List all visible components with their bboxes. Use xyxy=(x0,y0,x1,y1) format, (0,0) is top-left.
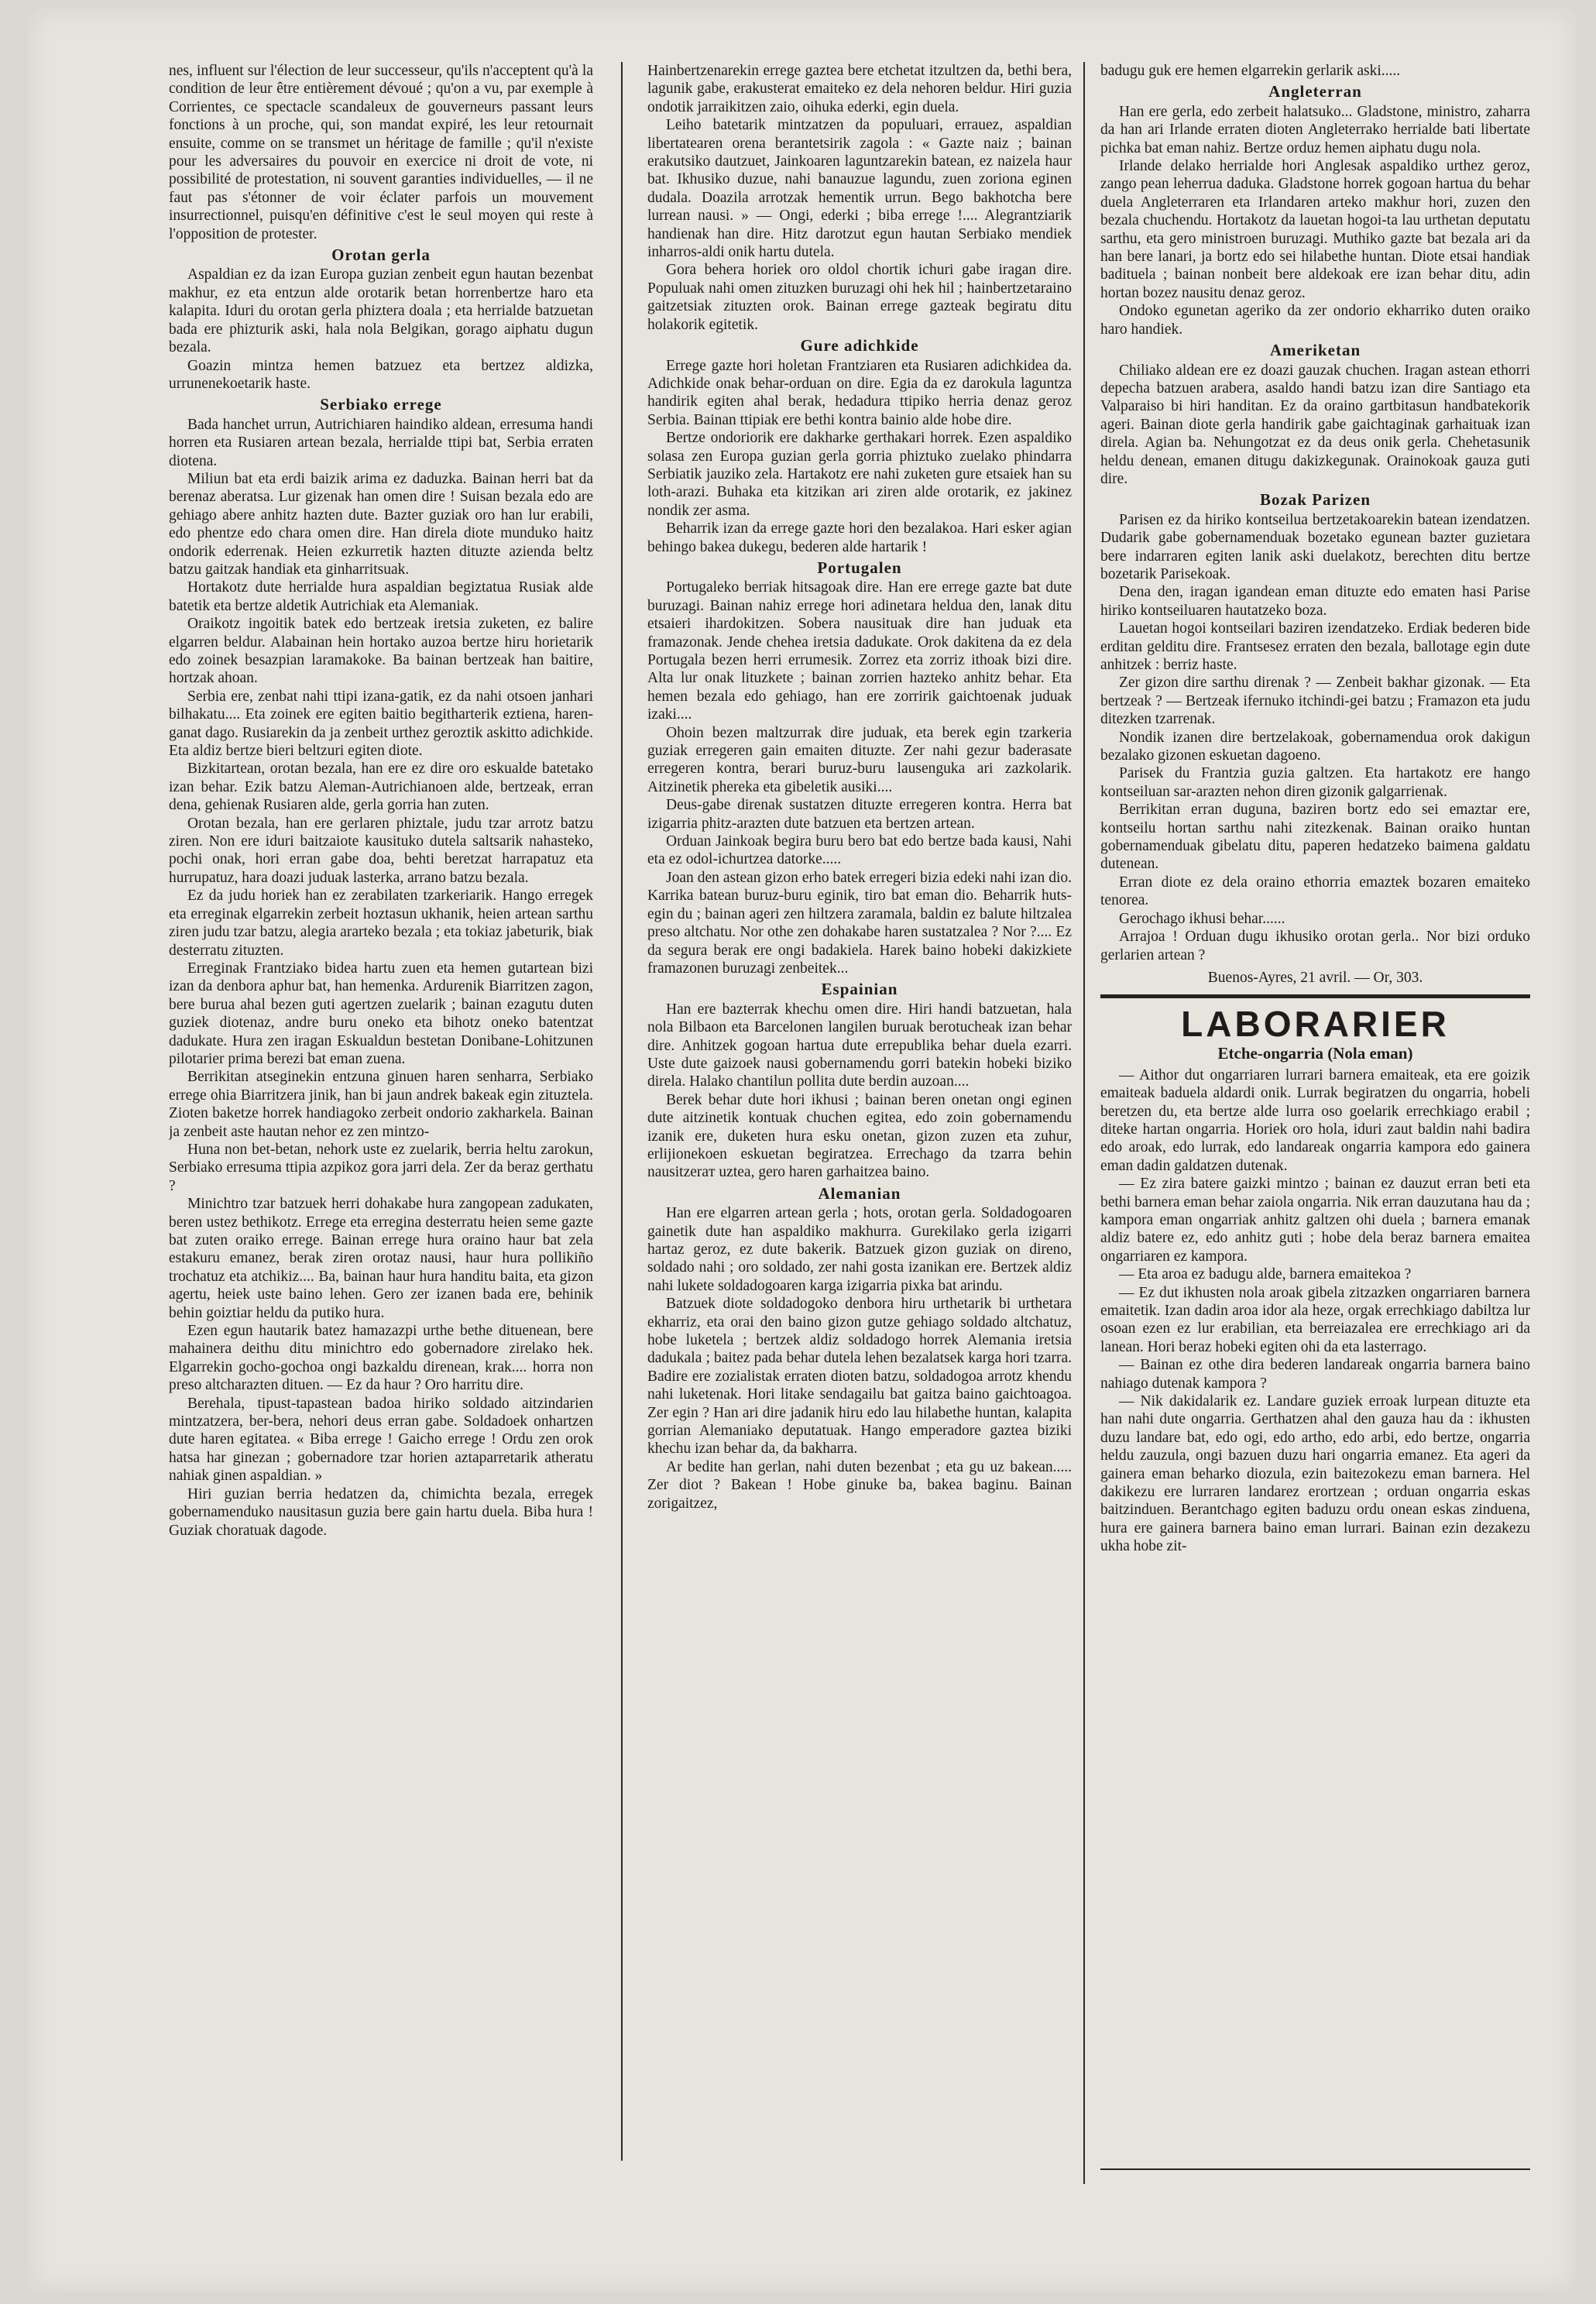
section-heading: Serbiako erregе xyxy=(320,395,442,414)
section-rule xyxy=(1100,994,1530,998)
paragraph: Nondik izanen dire bertzelakoak, gobernamendua orok dakigun bezalako gizonen eskuetan dagoeno. xyxy=(1100,729,1530,764)
section-heading: Bozak Parizen xyxy=(1259,490,1371,510)
paragraph: Chiliako aldean ere ez doazi gauzak chuchen. Iragan astean ethorri depecha batzuen arabera, asaldo handi batzu izan dire Santiago eta Valparaiso bi hiri handitan. Ez da oraino gartbitasun handbatekorik ageri. Bainan diote gerla handirik gabe gaichtaginak garhaituak izan direla. Agian ba. Nehungotzat ez da deus onik gerla. Chehetasunik heldu denean, emanen ditugu dakizkegunak. Orainokoak gauza guti dire. xyxy=(1100,362,1530,487)
paragraph: Aspaldian ez da izan Europa guzian zenbeit egun hautan bezenbat makhur, ez eta entzun alde orotarik betan horrenbertze haro eta kalapita. Iduri du orotan gerla phiztera doala ; eta herrialde batzuetan bada ere phizturik aski, hala nola Belgikan, gorago aiphatu dugun bezala. xyxy=(169,266,593,356)
column-2 xyxy=(647,62,1072,2184)
paragraph: Berek behar dute hori ikhusi ; bainan beren onetan ongi eginen dute aitzinetik kontuak chuchen egitea, edo zoin gobernamendu izanik ere, duketen hura esku onetan, gizon zuzen eta zuhur, erlijionekoen eskuetan begiratzea. Errechago da tzarra behin nausitzeraт uztea, gero haren garhaitzea baino. xyxy=(647,1091,1072,1181)
paragraph: Erreginak Frantziako bidea hartu zuen eta hemen gutartean bizi izan da denbora aphur bat, han hemenka. Ardurenik Biarritzen zagon, bere burua ahal bezen guti agertzen zuelarik ; bainan ezagutu duten guziek diotenaz, andre buru oneko eta bihotz oneko batentzat dadukate. Hura zen iragan Eskualdun bestetan Donibane-Lohitzunen pilotarier prima berezi bat eman zuena. xyxy=(169,960,593,1067)
paragraph: Batzuek diote soldadogoko denbora hiru urthetarik bi urthetara ekharriz, eta orai den baino gizon gutze gehiago soldado altchatuz, hobe luketela ; bertzek aldiz soldadogo horrek Alemania iretsia dadukala ; baitez pada behar dutela lehen bezalatsek karga hori tzarra. Badire ere zozialistak erraten dioten batzu, soldadogoa arrotz khendu nahi luketenak. Hori litake sendagailu bat gaitza baino gaichtoagoa. Zer egin ? Han ari dire jadanik hiru edo lau hilabethe huntan, kalapita gorrian Alemaniako deputatuak. Hango emperadore gaztea biziki khechu izan behar da, da bakharra. xyxy=(647,1296,1072,1458)
paragraph: Bada hanchet urrun, Autrichiaren haindiko aldean, erresuma handi horren eta Rusiaren artean bezala, herrialde ttipi bat, Serbia erraten diotena. xyxy=(169,416,593,469)
paragraph: Han ere bazterrak khechu omen dire. Hiri handi batzuetan, hala nola Bilbaon eta Barcelonen langilen buruak berotucheak izan behar dire. Anhitzek gogoan hartua dute errepublika behar duela ezarri. Uste dute gaizoek nausi gobernamendu gorri batekin hobeki biziko direla. Halako chantilun pollita dute berdin auzoan.... xyxy=(647,1001,1072,1090)
paragraph: Huna non bet-betan, nehork uste ez zuelarik, berria heltu zarokun, Serbiako erresuma ttipia azpikoz gora jarri dela. Zer da beraz gerthatu ? xyxy=(169,1141,593,1194)
paragraph: Errege gazte hori holetan Frantziaren eta Rusiaren adichkidea da. Adichkide onak behar-orduan on dire. Egia da ez darokula laguntza handirik egiten ahal berak, hedadura ttipiko herria denaz geroz Serbia. Bainan ttipiak ere bethi kontra bainio alde hobe dire. xyxy=(647,357,1072,428)
section-heading: Ameriketan xyxy=(1269,341,1361,360)
paragraph: Han ere elgarren artean gerla ; hots, orotan gerla. Soldadogoaren gainetik dute han aspaldiko makhurra. Gurekilako gerla izigarri hartaz geroz, ez dute bakerik. Batzuek gizon guziak on direno, soldado nahi ; oro soldado, zer nahi gosta izanikan ere. Bertzek aldiz nahi lukete soldadogoaren karga izigarria pixka bat arindu. xyxy=(647,1205,1072,1294)
paragraph: — Aithor dut ongarriaren lurrari barnera emaiteak, eta ere goizik emaiteak baduela aldardi onik. Lurrak begiratzen du ongarria, hobeli beretzen du, eta bertze alde lurra oso goelarik errechkiago erabil ; diteke hartan ongarria. Horiek oro hola, iduri zaut baldin nahi badira edo aroak, edo lurrak, edo landareak ongarria kampora edo gainera eman dadin galdatzen dutenak. xyxy=(1100,1066,1530,1174)
paragraph: Han ere gerla, edo zerbeit halatsuko... Gladstone, ministro, zaharra da han ari Irlande erraten dioten Angleterrako herrialde bati libertate pichka bat eman nahiz. Bertze orduz hemen aiphatu dugu nola. xyxy=(1100,103,1530,156)
column-divider xyxy=(1083,62,1085,2184)
paragraph: Serbia ere, zenbat nahi ttipi izana-gatik, ez da nahi otsoen janhari bilhakatu.... Eta zoinek ere egiten baitio begitharterik eztiena, haren-ganat dago. Rusiarekin da ja zenbeit urthez geroztik askitto adichkide. Eta aldiz bertze bieri beltzuri egiten diote. xyxy=(169,688,593,760)
section-heading: Gure adichkide xyxy=(800,336,919,355)
paragraph: Lauetan hogoi kontseilari baziren izendatzeko. Erdiak bederen bide erditan gelditu dire. Frantsesez erraten den bezala, ballotage egin dute anhitzek : berriz haste. xyxy=(1100,620,1530,673)
paragraph: Leiho batetarik mintzatzen da populuari, errauez, aspaldian libertatearen orena berantetsirik zagola : « Gazte naiz ; bainan erakutsiko dautzuet, Jainkoaren laguntzarekin batean, ez naizela haur bat. Ikhusiko duzue, nahi banauzue lagundu, zuen zoriona eginen dudala. Doazila arrotzak hementik urrun. Bego bakhotcha bere lurrean nausi. » — Ongi, ederki ; biba errege !.... Alegrantziarik handienak han dire. Hitz darotzut egun hautan Serbiako mendiek inharros-aldi onik hartu dutela. xyxy=(647,117,1072,261)
paragraph: Orotan bezala, han ere gerlaren phiztale, judu tzar arrotz batzu ziren. Non ere iduri baitzaiote kausituko dutela saltsarik nahasteko, pochi onak, hori erran gabe doa, behti beretzat harrapatuz eta hurrupatuz, hara doazi juduak lasterka, arrano batzu bezala. xyxy=(169,815,593,886)
paragraph: Gora behera horiek oro oldol chortik ichuri gabe iragan dire. Populuak nahi omen zituzken buruzagi ohi hek hil ; hainbertzetaraino gaitzetsiak zituzten orok. Bainan errege gazteak begiratu ditu holakorik egitetik. xyxy=(647,262,1072,333)
paragraph: Bertze ondoriorik ere dakharke gerthakari horrek. Ezen aspaldiko solasa zen Europa guzian gerla gorria phiztuko zuelako phindarra Serbiatik jauziko zela. Hartakotz ere nahi zuketen gure etsaiek han su loth-arazi. Buhaka eta kitzikan ari ziren alde orotarik, ez jakinez nondik zer asma. xyxy=(647,430,1072,519)
paragraph: Zer gizon dire sarthu direnak ? — Zenbeit bakhar gizonak. — Eta bertzeak ? — Bertzeak ifernuko itchindi-gei batzu ; Framazon eta judu ditezken tzarrenak. xyxy=(1100,675,1530,728)
article-title: Etche-ongarria (Nola eman) xyxy=(1217,1044,1413,1063)
paragraph: badugu guk ere hemen elgarrekin gerlarik aski..... xyxy=(1100,63,1401,79)
column-1 xyxy=(169,62,593,2184)
paragraph: Gerochago ikhusi behar...... xyxy=(1119,910,1285,927)
paragraph: Hainbertzenarekin errege gaztea bere etchetat itzultzen da, bethi bera, lagunik gabe, erakusterat emaiteko ez dela nehoren beldur. Hiri guzia ondotik jarraikitzen zaio, oihuka ederki, egin duela. xyxy=(647,63,1072,115)
paragraph: Oraikotz ingoitik batek edo bertzeak iretsia zuketen, ez balire elgarren beldur. Alabainan hein hortako auzoa bertze hiru horietarik edo zoinek besazpian laramakoke. Ba bainan bertzeak han baitire, hortzak ahoan. xyxy=(169,616,593,687)
paragraph: Hiri guzian berria hedatzen da, chimichta bezala, erregek gobernamenduko nausitasun guzia bere gain hartu duela. Biba hura ! Guziak choratuak dagode. xyxy=(169,1485,593,1539)
paragraph: Goazin mintza hemen batzuez eta bertzez aldizka, urrunenekoetarik haste. xyxy=(169,357,593,392)
section-masthead: LABORARIER xyxy=(1181,1004,1450,1045)
paragraph: Minichtro tzar batzuek herri dohakabe hura zangopean zadukaten, beren ustez bethikotz. Errege eta erregina desterratu heien seme gazte bat zuten oraiko errege. Bainan errege hura oraino haur bat zela estakuru emanez, berak ziren orotaz nausi, haur hura pollikiño trochatuz eta atchikiz.... Ba, bainan haur hura handitu baita, eta gizon agertu, heiek uste baino lehen. Gero zer izanen bada ere, behinik behin goiztiar heldu da putiko hura. xyxy=(169,1196,593,1321)
column-divider xyxy=(621,62,623,2161)
paragraph: Ondoko egunetan ageriko da zer ondorio ekharriko duten oraiko haro handiek. xyxy=(1100,303,1530,338)
section-heading: Portugalen xyxy=(817,558,902,577)
column-3 xyxy=(1100,62,1530,2184)
paragraph: Deus-gabe direnak sustatzen dituzte erregeren kontra. Herra bat izigarria phitz-arazten dute batzuen eta bertzen artean. xyxy=(647,797,1072,832)
section-heading: Espainian xyxy=(821,980,898,999)
paragraph: Parisek du Frantzia guzia galtzen. Eta hartakotz ere hango kontseiluan sar-arazten nehon diren gizonik galgarrienak. xyxy=(1100,765,1530,800)
paragraph: Miliun bat eta erdi baizik arima ez daduzka. Bainan herri bat da berenaz aberatsa. Lur gizenak han omen dire ! Suisan bezala edo are gehiago abere anhitz hazten dute. Bazter guziak oro han lur erabili, edo phentze edo chara omen dire. Han direla diote munduko haitz ondorik ederrenak. Heien ezkurretik hazten dituzte azienda beltz batzu gaitzak handiak eta ginharritsuak. xyxy=(169,470,593,578)
paragraph: Ar bedite han gerlan, nahi duten bezenbat ; eta gu uz bakean..... Zer diot ? Bakean ! Hobe ginuke ba, bakea baginu. Bainan zorigaitzez, xyxy=(647,1458,1072,1512)
paragraph: Berrikitan atseginekin entzuna ginuen haren senharra, Serbiako errege ohia Biarritzera jinik, han bi jaun andrek bakeak egin zituztela. Zioten baketze horrek handiagoko zerbeit ondorio zakharkela. Bainan ja zenbeit aste hautan nehor ez zen mintzo- xyxy=(169,1069,593,1140)
paragraph: Beharrik izan da errege gazte hori den bezalakoa. Hari esker agian behingo bakea dukegu, bederen alde hartarik ! xyxy=(647,520,1072,555)
section-heading: Angleterran xyxy=(1268,82,1362,101)
paragraph: Orduan Jainkoak begira buru bero bat edo bertze bada kausi, Nahi eta ez odol-ichurtzea datorke..... xyxy=(647,833,1072,868)
paragraph: Joan den astean gizon erho batek erregeri bizia edeki nahi izan dio. Karrika batean buruz-buru eginik, tiro bat eman dio. Beharrik huts-egin du ; bainan ageri zen hiltzera zaramala, baldin ez balute hiltzalea preso altchatu. Nor othe zen dohakabe haren sustatzalea ? Nor ?.... Ez da segura berak ere ongi badakiela. Harek baino hobeki dakizkiete framazonen buruzagi zenbeitek... xyxy=(647,869,1072,977)
dateline: Buenos-Ayres, 21 avril. — Or, 303. xyxy=(1207,969,1423,986)
paragraph: Berehala, tipust-tapastean badoa hiriko soldado aitzindarien mintzatzera, ber-bera, nehori deus erran gabe. Soldadoek onhartzen dute haren egitatea. « Biba errege ! Gaicho errege ! Ordu zen orok hatsa har ginezan ; gobernadore tzar horien aztaparretarik atheratu nahiak ginen aspaldian. » xyxy=(169,1395,593,1485)
paragraph: nes, influent sur l'élection de leur successeur, qu'ils n'acceptent qu'à la condition de leur être entièrement dévoué ; qu'on a vu, par exemple à Corrientes, ce spectacle scandaleux de gouverneurs passant leurs fonctions à un proche, qui, son mandat expiré, les leur retournait ensuite, comme on se transmet un héritage de famille ; qu'il n'existe pour les adversaires du pouvoir en exercice ni droit de vote, ni possibilité de protestation, ni souvent garanties individuelles, — il ne faut pas s'étonner de voir éclater parfois un mouvement insurrectionnel, puisqu'en définitive c'est le seul moyen qui reste à l'opposition de protester. xyxy=(169,63,593,242)
paragraph: Ohoin bezen maltzurrak dire juduak, eta berek egin tzarkeria guziak erregeren gain emaiten dituzte. Zer nahi gezur baderasate erregeren kontra, berari buruz-buru lausenguka ari zazkolarik. Aitzinetik phereka eta gibeletik ausiki.... xyxy=(647,724,1072,795)
paragraph: — Nik dakidalarik ez. Landare guziek erroak lurpean dituzte eta han nahi dute ongarria. Gerthatzen ahal den gauza hau da : ikhusten duzu landare bat, edo ogi, edo artho, edo arbi, edo bertze, ongarria heldu zauzula, ongi bazuen duzu hari ongarria emanez. Eta ageri da gainera eman beharko diozula, ezin baitezokezu eman barnera. Hel dakikezu ere lurraren landarez erortzean ; orduan ongarria eskas baitzinduen. Berantchago egiten baduzu ordu onean eskas zinduena, hura ere gainera barnera baino eman lurrari. Bainan ezin dezakezu ukha hobe zit- xyxy=(1100,1393,1530,1555)
section-heading: Alemanian xyxy=(818,1183,901,1203)
section-heading: Orotan gerla xyxy=(331,246,431,265)
paragraph: Parisen ez da hiriko kontseilua bertzetakoarekin batean izendatzen. Dudarik gabe gobernamenduak bozetako egunean bazter guzietara bere indarraren egiten lanik aski duelakotz, berechten ditu bertze bozetarik Parisekoak. xyxy=(1100,511,1530,582)
newspaper-page xyxy=(28,8,1577,2292)
paragraph: Hortakotz dute herrialde hura aspaldian begiztatua Rusiak alde batetik eta bertze aldetik Autrichiak eta Alemaniak. xyxy=(169,579,593,614)
paragraph: — Bainan ez othe dira bederen landareak ongarria barnera baino nahiago dutenak kampora ? xyxy=(1100,1357,1530,1392)
paragraph: Irlande delako herrialde hori Anglesak aspaldiko urthez geroz, zango pean leherrua daduka. Gladstone horrek gogoan hartua du behar duela Angleterraren eta Irlandaren arteko makhur hori, zuzen den bezala chuchendu. Hortakotz da lauetan hogoi-ta lau urthetan deputatu sarthu, eta gero ministroen buruzagi. Muthiko gazte bat bezala ari da han bere lanari, ja bortz edo sei hilabethe huntan. Diote etsai handiak badituela ; bainan nonbeit bere aldekoak ere izan behar ditu, adin hortan bozez nausitu denaz geroz. xyxy=(1100,158,1530,301)
paragraph: Dena den, iragan igandean eman dituzte edo ematen hasi Parise hiriko kontseiluaren hautatzeko boza. xyxy=(1100,584,1530,619)
paragraph: Berrikitan erran duguna, baziren bortz edo sei emaztar ere, kontseilu hortan sarthu nahi zitezkenak. Bainan oraiko huntan gobernamenduak gibelatu ditu, paperen hedatzeko baimena galdatu dutenean. xyxy=(1100,802,1530,873)
paragraph: — Eta aroa ez badugu alde, barnera emaitekoa ? xyxy=(1119,1266,1412,1283)
paragraph: — Ez zira batere gaizki mintzo ; bainan ez dauzut erran beti eta bethi barnera eman behar zaiola ongarria. Nik erran dauzutana hau da ; kampora eman ongarriak anhitz galtzen ohi duela ; barnera emanak aldiz batere ez, edo anhitz guti ; hobe dela beraz barnera emaitea ongarriaren ez kampora. xyxy=(1100,1176,1530,1265)
paragraph: Ezen egun hautarik batez hamazazpi urthe bethe dituenean, bere mahainera deithu ditu minichtro edo gobernadore zirelako hek. Elgarrekin gocho-gochoa ongi bazkaldu direnean, krak.... horra non preso altcharazten dituen. — Ez da haur ? Oro harritu dire. xyxy=(169,1323,593,1394)
column-end-rule xyxy=(1100,2168,1530,2170)
paragraph: Arrajoa ! Orduan dugu ikhusiko orotan gerla.. Nor bizi orduko gerlarien artean ? xyxy=(1100,929,1530,963)
paragraph: Portugaleko berriak hitsagoak dire. Han ere errege gazte bat dute buruzagi. Bainan nahiz errege hori adinetara heldua den, lanak ditu etsaieri ihardokitzen. Soberа nausituak dire han juduak eta framazonak. Jende chehea iretsia dadukate. Orok dakitena da ez dela Portugala bezen herri errumesik. Zorrez eta zorriz ithoak bizi dire. Alta lur onak lituzkete ; bainan zorrien hazteko anhitz behar. Eta hemen bezala edo gehiago, han ere zorririk gaichtoenak juduak izaki.... xyxy=(647,579,1072,723)
paragraph: Ez da judu horiek han ez zerabilaten tzarkeriarik. Hango erregek eta erreginak elgarrekin zerbeit hoztasun ukhanik, heien artean sarthu ziren judu tzar batzu, alegia ararteko bezala ; eta tokiaz jabeturik, biak desterratu zituzten. xyxy=(169,888,593,959)
paragraph: Bizkitartean, orotan bezala, han ere ez dire oro eskualde batetako izan behar. Ezik batzu Aleman-Autrichianoen alde, bertzeak, erran dena, gehienak Rusiaren alde, gerla gorria han zuten. xyxy=(169,761,593,814)
paragraph: Erran diote ez dela oraino ethorria emaztek bozaren emaiteko tenorea. xyxy=(1100,874,1530,909)
paragraph: — Ez dut ikhusten nola aroak gibela zitzazken ongarriaren barnera emaitetik. Izan dadin aroa idor ala heze, orgak errechkiago dabiltza lur osoan ezen ez lur erabilian, eta berreiazalea ere errechkiago ari da lanean. Hori beraz hobeki egiten ohi da eta lasterrago. xyxy=(1100,1284,1530,1355)
